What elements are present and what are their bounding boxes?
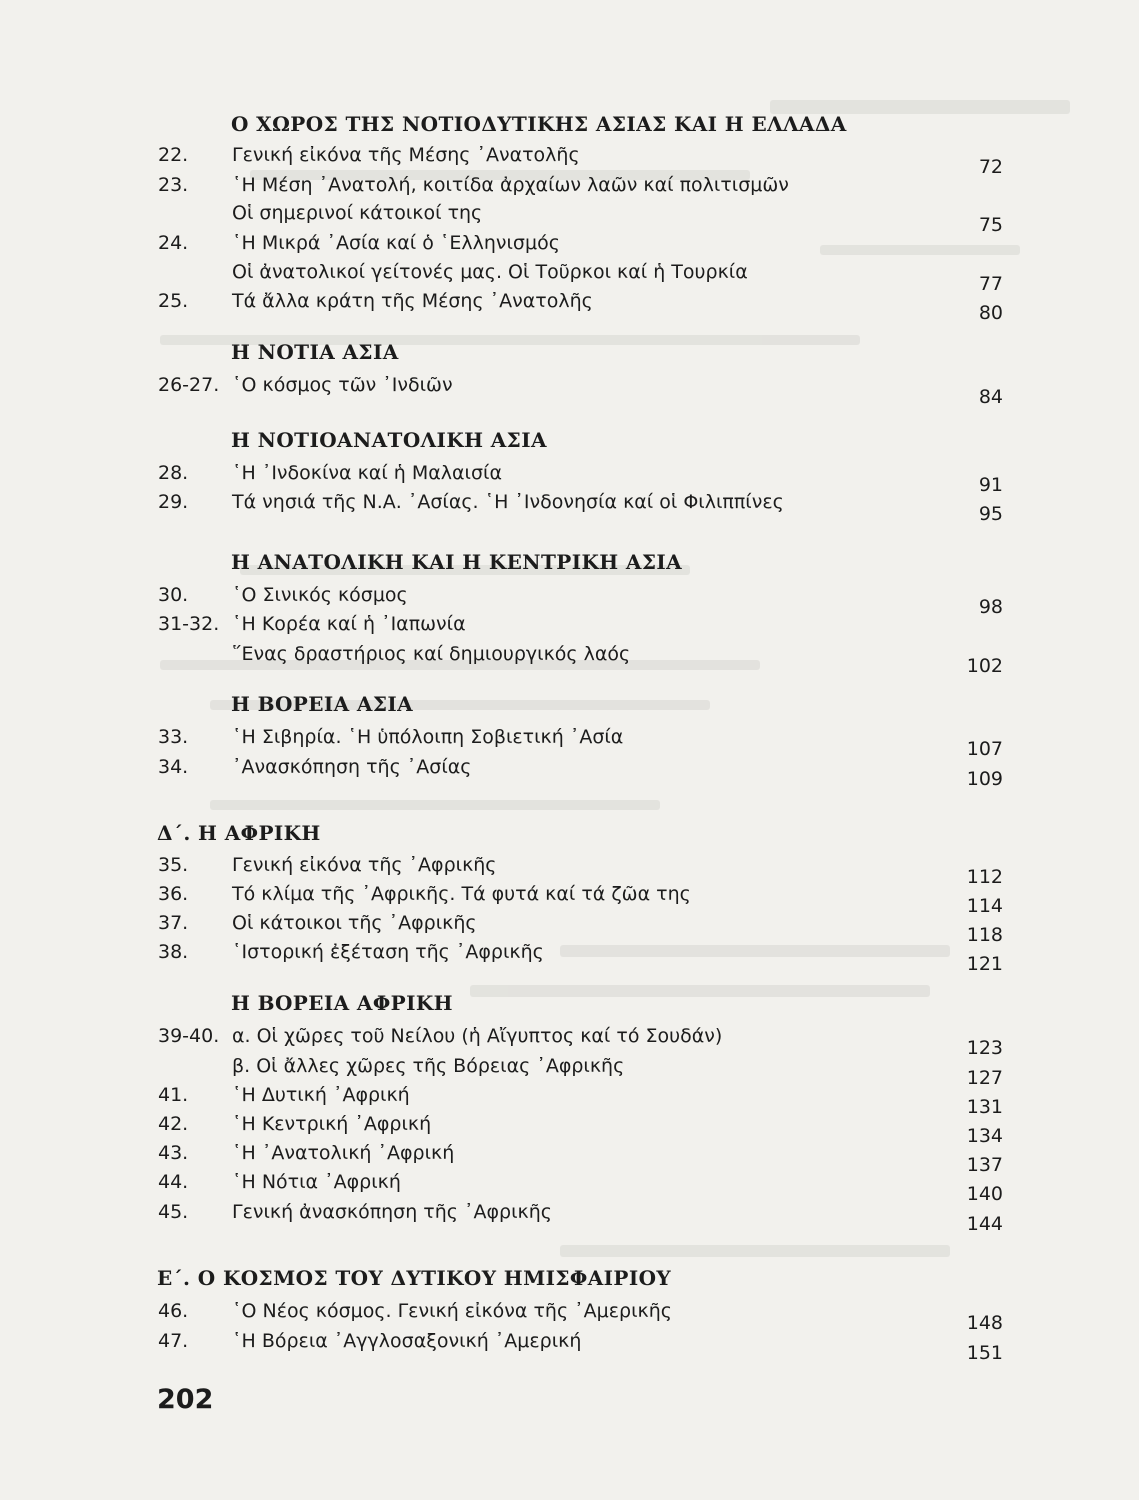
entry-number: 22. [158,144,189,166]
entry-page-number: 148 [966,1312,1003,1334]
section-heading: Δ΄. Η ΑΦΡΙΚΗ [157,821,321,845]
entry-number: 46. [158,1300,189,1322]
entry-page-number: 144 [966,1213,1003,1235]
entry-page-number: 98 [978,596,1003,618]
entry-title: ῾Η Βόρεια ᾿Αγγλοσαξονική ᾿Αμερική [232,1330,582,1352]
section-heading: Ε΄. Ο ΚΟΣΜΟΣ ΤΟΥ ΔΥΤΙΚΟΥ ΗΜΙΣΦΑΙΡΙΟΥ [157,1266,672,1290]
entry-title: Τό κλίμα τῆς ᾿Αφρικῆς. Τά φυτά καί τά ζῶα της [232,883,691,905]
entry-number: 42. [158,1113,189,1135]
entry-title: Γενική εἰκόνα τῆς ᾿Αφρικῆς [232,854,497,876]
entry-page-number: 107 [966,738,1003,760]
page-number: 202 [157,1384,214,1415]
entry-title: ῾Η ᾿Ανατολική ᾿Αφρική [232,1142,455,1164]
entry-title: β. Οἱ ἄλλες χῶρες τῆς Βόρειας ᾿Αφρικῆς [232,1055,625,1077]
entry-page-number: 114 [966,895,1003,917]
entry-page-number: 72 [978,156,1003,178]
section-heading: Η ΒΟΡΕΙΑ ΑΣΙΑ [231,692,414,716]
entry-page-number: 137 [966,1154,1003,1176]
entry-title: Τά νησιά τῆς Ν.Α. ᾿Ασίας. ῾Η ᾿Ινδονησία καί οἱ Φιλιππίνες [232,491,784,513]
entry-number: 33. [158,726,189,748]
section-heading: Η ΒΟΡΕΙΑ ΑΦΡΙΚΗ [231,991,453,1015]
entry-number: 36. [158,883,189,905]
entry-page-number: 134 [966,1125,1003,1147]
entry-number: 37. [158,912,189,934]
entry-title: ῾Η Κεντρική ᾿Αφρική [232,1113,432,1135]
entry-page-number: 77 [978,273,1003,295]
entry-number: 29. [158,491,189,513]
entry-number: 31-32. [158,613,220,635]
entry-title: Τά ἄλλα κράτη τῆς Μέσης ᾿Ανατολῆς [232,290,593,312]
entry-number: 41. [158,1084,189,1106]
entry-page-number: 127 [966,1067,1003,1089]
entry-number: 28. [158,462,189,484]
entry-page-number: 95 [978,503,1003,525]
entry-page-number: 121 [966,953,1003,975]
entry-page-number: 140 [966,1183,1003,1205]
entry-page-number: 102 [966,655,1003,677]
entry-number: 44. [158,1171,189,1193]
entry-number: 34. [158,756,189,778]
entry-page-number: 131 [966,1096,1003,1118]
entry-number: 47. [158,1330,189,1352]
entry-title: ῾Η Δυτική ᾿Αφρική [232,1084,410,1106]
entry-title: ῾Ο Νέος κόσμος. Γενική εἰκόνα τῆς ᾿Αμερικῆς [232,1300,672,1322]
entry-number: 38. [158,941,189,963]
entry-number: 24. [158,232,189,254]
entry-title: ῞Ενας δραστήριος καί δημιουργικός λαός [232,643,631,665]
entry-title: ᾿Ανασκόπηση τῆς ᾿Ασίας [232,756,472,778]
entry-number: 25. [158,290,189,312]
entry-title: Γενική ἀνασκόπηση τῆς ᾿Αφρικῆς [232,1201,552,1223]
entry-title: ῾Η Μέση ᾿Ανατολή, κοιτίδα ἀρχαίων λαῶν καί πολιτισμῶν [232,174,789,196]
entry-number: 26-27. [158,374,220,396]
entry-title: Οἱ σημερινοί κάτοικοί της [232,202,483,224]
entry-number: 23. [158,174,189,196]
entry-number: 43. [158,1142,189,1164]
entry-number: 30. [158,584,189,606]
entry-title: ῾Ο κόσμος τῶν ᾿Ινδιῶν [232,374,453,396]
section-heading: Η ΑΝΑΤΟΛΙΚΗ ΚΑΙ Η ΚΕΝΤΡΙΚΗ ΑΣΙΑ [231,550,683,574]
entry-page-number: 118 [966,924,1003,946]
entry-page-number: 109 [966,768,1003,790]
entry-title: ῾Η Μικρά ᾿Ασία καί ὁ ῾Ελληνισμός [232,232,560,254]
entry-title: ῾Η Κορέα καί ἡ ᾿Ιαπωνία [232,613,466,635]
entry-page-number: 151 [966,1342,1003,1364]
entry-page-number: 91 [978,474,1003,496]
entry-title: Οἱ κάτοικοι τῆς ᾿Αφρικῆς [232,912,477,934]
entry-title: ῾Ο Σινικός κόσμος [232,584,408,606]
entry-page-number: 84 [978,386,1003,408]
entry-number: 39-40. [158,1025,220,1047]
entry-number: 35. [158,854,189,876]
entry-title: ῾Η ᾿Ινδοκίνα καί ἡ Μαλαισία [232,462,502,484]
section-heading: Ο ΧΩΡΟΣ ΤΗΣ ΝΟΤΙΟΔΥΤΙΚΗΣ ΑΣΙΑΣ ΚΑΙ Η ΕΛΛΑΔΑ [231,112,847,136]
section-heading: Η ΝΟΤΙΑ ΑΣΙΑ [231,340,399,364]
entry-title: ῾Ιστορική ἐξέταση τῆς ᾿Αφρικῆς [232,941,544,963]
entry-page-number: 123 [966,1037,1003,1059]
entry-page-number: 75 [978,214,1003,236]
entry-title: ῾Η Νότια ᾿Αφρική [232,1171,401,1193]
entry-title: Οἱ ἀνατολικοί γείτονές μας. Οἱ Τοῦρκοι καί ἡ Τουρκία [232,261,748,283]
entry-title: ῾Η Σιβηρία. ῾Η ὑπόλοιπη Σοβιετική ᾿Ασία [232,726,624,748]
entry-title: Γενική εἰκόνα τῆς Μέσης ᾿Ανατολῆς [232,144,580,166]
section-heading: Η ΝΟΤΙΟΑΝΑΤΟΛΙΚΗ ΑΣΙΑ [231,428,547,452]
entry-page-number: 80 [978,302,1003,324]
entry-number: 45. [158,1201,189,1223]
entry-page-number: 112 [966,866,1003,888]
entry-title: α. Οἱ χῶρες τοῦ Νείλου (ἡ Αἴγυπτος καί τό Σουδάν) [232,1025,723,1047]
